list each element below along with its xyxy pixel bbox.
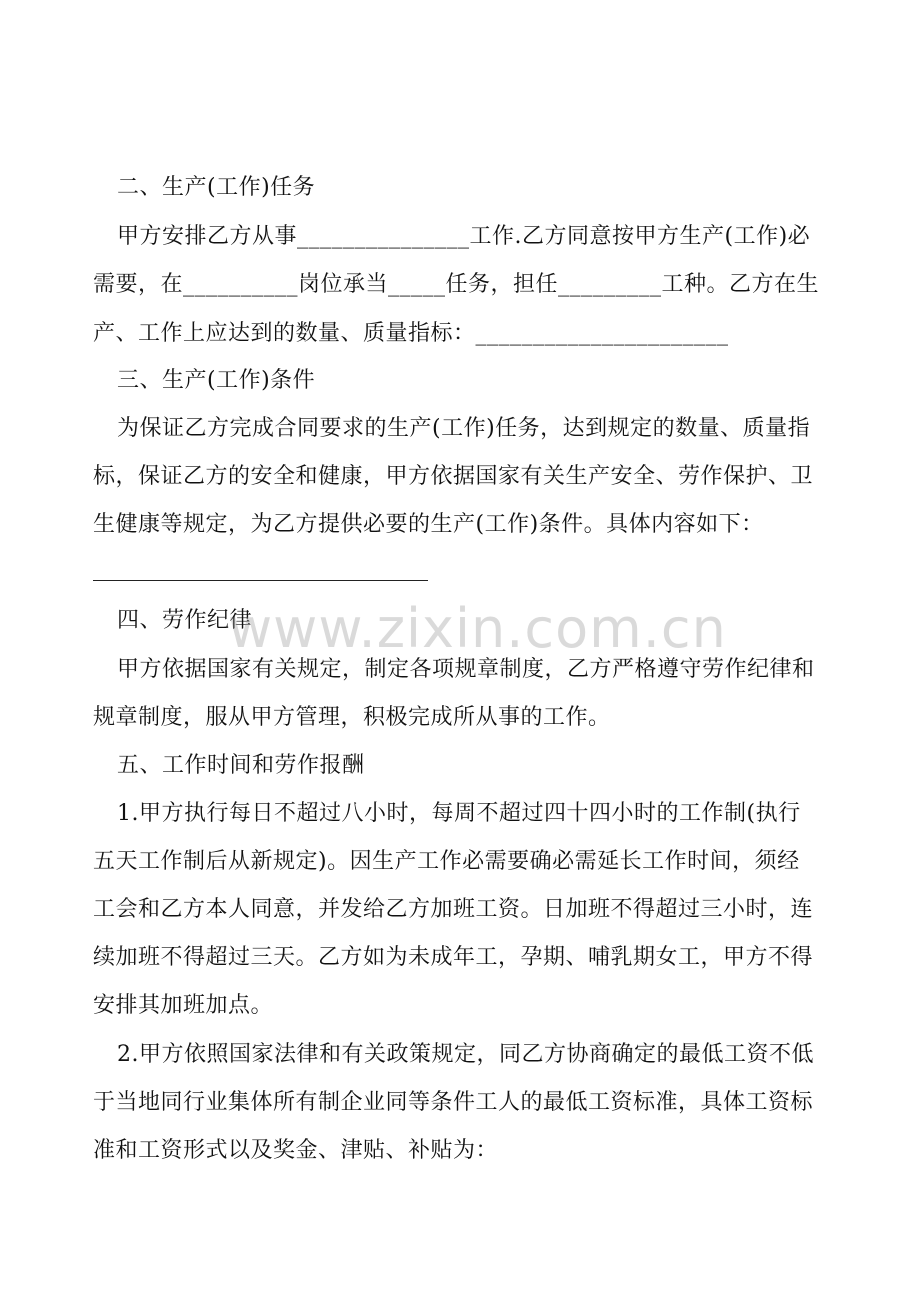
paragraph-line: 安排其加班加点。 [93, 993, 274, 1018]
blank-fill-line [93, 580, 428, 581]
paragraph-line: 2.甲方依照国家法律和有关政策规定，同乙方协商确定的最低工资不低 [117, 1042, 814, 1067]
paragraph-line: 工会和乙方本人同意，并发给乙方加班工资。日加班不得超过三小时，连 [93, 897, 814, 922]
paragraph-line: 1.甲方执行每日不超过八小时，每周不超过四十四小时的工作制(执行 [117, 801, 801, 826]
paragraph-line: 准和工资形式以及奖金、津贴、补贴为： [93, 1138, 499, 1163]
paragraph-line: 续加班不得超过三天。乙方如为未成年工，孕期、哺乳期女工，甲方不得 [93, 945, 814, 970]
heading-section-5: 五、工作时间和劳作报酬 [117, 753, 365, 778]
paragraph-line: 甲方安排乙方从事_______________工作.乙方同意按甲方生产(工作)必 [117, 224, 811, 249]
heading-section-2: 二、生产(工作)任务 [117, 175, 316, 200]
paragraph-line: 甲方依据国家有关规定，制定各项规章制度，乙方严格遵守劳作纪律和 [117, 657, 815, 682]
paragraph-line: 于当地同行业集体所有制企业同等条件工人的最低工资标准，具体工资标 [93, 1090, 814, 1115]
heading-section-4: 四、劳作纪律 [117, 608, 253, 633]
paragraph-line: 标，保证乙方的安全和健康，甲方依据国家有关生产安全、劳作保护、卫 [93, 464, 814, 489]
paragraph-line: 为保证乙方完成合同要求的生产(工作)任务，达到规定的数量、质量指 [117, 416, 811, 441]
heading-section-3: 三、生产(工作)条件 [117, 368, 316, 393]
paragraph-line: 需要，在__________岗位承当_____任务，担任_________工种。乙方在生 [93, 272, 820, 297]
watermark: www.zixin.com.cn [228, 597, 727, 660]
paragraph-line: 五天工作制后从新规定)。因生产工作必需要确必需延长工作时间，须经 [93, 849, 800, 874]
paragraph-line: 产、工作上应达到的数量、质量指标：______________________ [93, 321, 729, 346]
paragraph-line: 规章制度，服从甲方管理，积极完成所从事的工作。 [93, 705, 611, 730]
paragraph-line: 生健康等规定，为乙方提供必要的生产(工作)条件。具体内容如下： [93, 512, 764, 537]
